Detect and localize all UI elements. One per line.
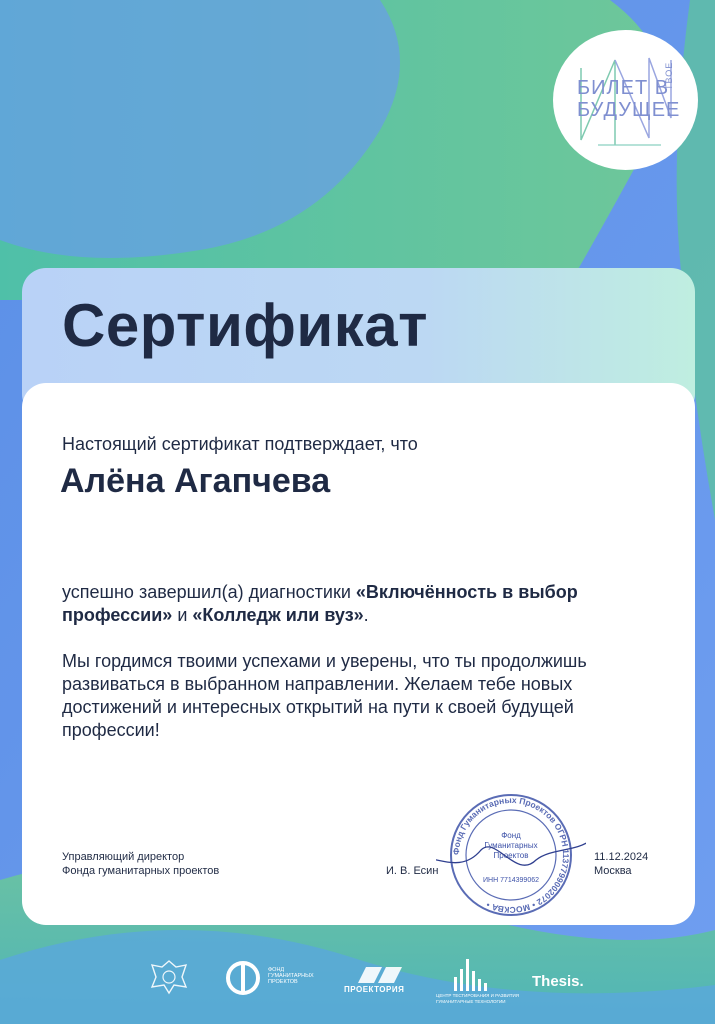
issue-city: Москва	[594, 865, 632, 877]
testing-center-line1: ЦЕНТР ТЕСТИРОВАНИЯ И РАЗВИТИЯ	[436, 993, 519, 998]
diagnostic-2: «Колледж или вуз»	[192, 605, 364, 625]
fond-logo-text	[268, 967, 314, 985]
certificate-title: Сертификат	[62, 292, 428, 359]
fond-line1: ФОНД	[268, 967, 285, 973]
ticket-to-future-logo	[553, 30, 698, 170]
fond-logo-icon	[222, 960, 264, 996]
thesis-logo: Thesis.	[532, 973, 584, 990]
fond-line2: ГУМАНИТАРНЫХ	[268, 973, 314, 979]
logo-side-text: ТВОЕ	[664, 61, 674, 90]
testing-center-text	[436, 993, 519, 1005]
stamp-center-line2: Гуманитарных	[484, 841, 538, 850]
fond-line3: ПРОЕКТОВ	[268, 979, 298, 985]
certificate-intro: Настоящий сертификат подтверждает, что	[62, 434, 418, 454]
stamp-outer-text: Фонд Гуманитарных Проектов ОГРН 1137799002072 • МОСКВА •	[450, 794, 572, 916]
diagnostic-1: «Включённость в выбор профессии»	[62, 582, 578, 625]
completion-prefix: успешно завершил(а) диагностики	[62, 582, 356, 602]
completion-paragraph	[62, 581, 622, 627]
testing-center-line2: ГУМАНИТАРНЫЕ ТЕХНОЛОГИИ	[436, 999, 506, 1004]
issue-date: 11.12.2024	[594, 851, 649, 863]
footer-partners	[0, 945, 715, 1005]
stamp-center-line3: Проектов	[493, 851, 529, 860]
congratulation-message: Мы гордимся твоими успехами и уверены, что ты продолжишь развиваться в выбранном направлении. Желаем тебе новых достижений и интересных открытий на пути к своей будущей профессии!	[62, 651, 587, 740]
proektoria-logo-text: ПРОЕКТОРИЯ	[344, 985, 405, 994]
testing-center-logo-icon	[452, 957, 496, 991]
signer-position-line1: Управляющий директор	[62, 851, 185, 863]
stamp-inn: ИНН 7714399062	[482, 877, 540, 884]
ministry-emblem-icon	[146, 957, 192, 997]
signer-position-line2: Фонда гуманитарных проектов	[62, 865, 220, 877]
issue-date-block	[594, 850, 648, 878]
recipient-name: Алёна Агапчева	[60, 462, 331, 500]
stamp-center-line1: Фонд	[501, 831, 521, 840]
completion-suffix: .	[363, 605, 369, 625]
logo-line1: БИЛЕТ В	[577, 77, 670, 99]
stamp-seal	[436, 790, 586, 920]
official-stamp	[436, 790, 586, 920]
signer-position	[62, 850, 219, 878]
logo-line2: БУДУЩЕЕ	[577, 99, 681, 121]
completion-middle: и	[172, 605, 193, 625]
signer-name: И. В. Есин	[386, 865, 439, 877]
